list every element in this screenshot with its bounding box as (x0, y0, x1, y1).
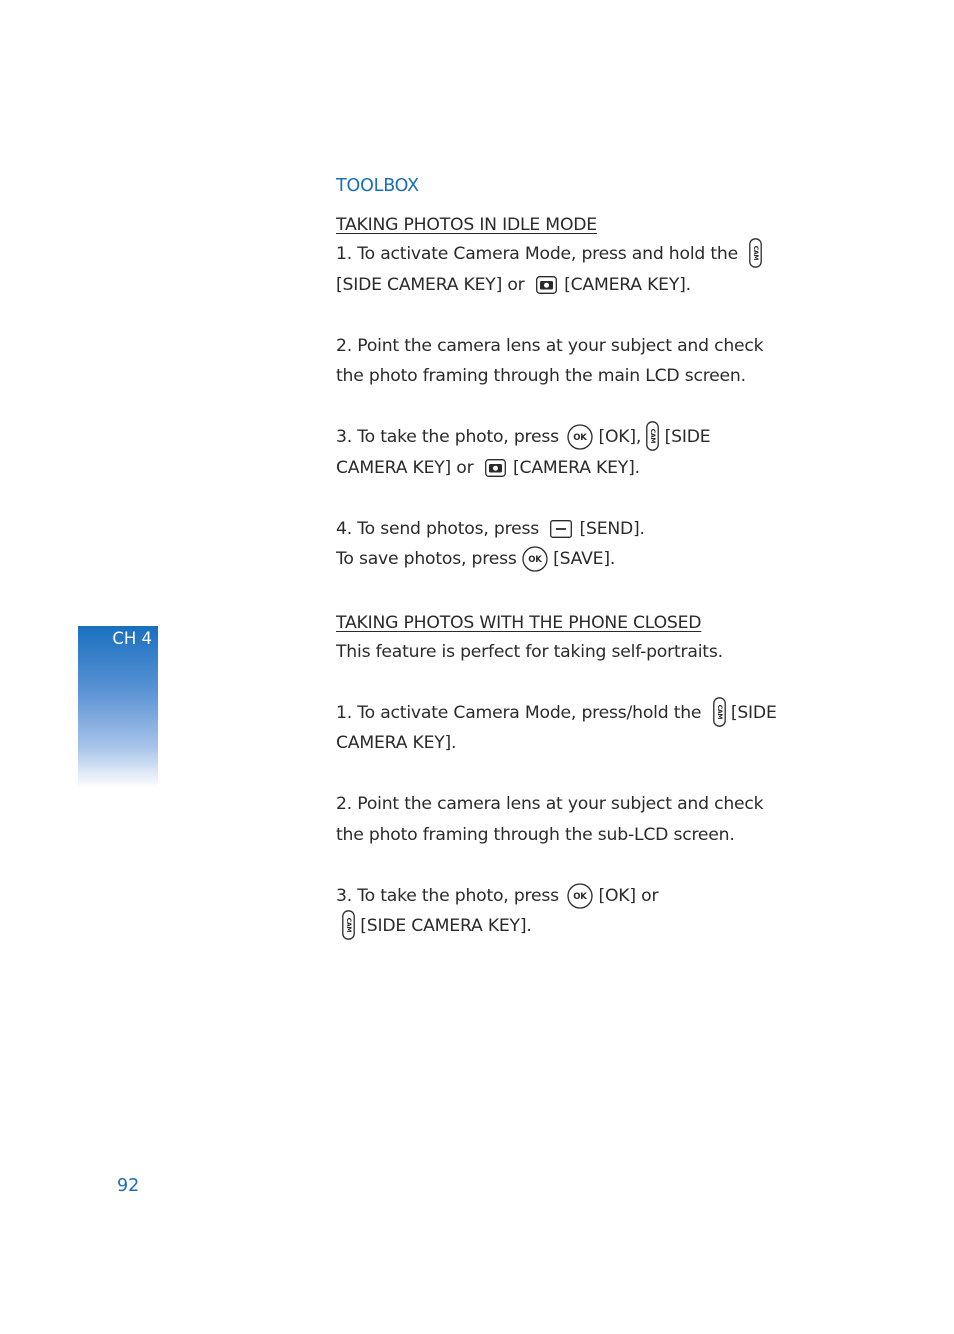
idle-step-1-text-c: [CAMERA KEY]. (564, 274, 691, 295)
closed-step-2: 2. Point the camera lens at your subject and check the photo framing through the sub-LCD screen. (336, 794, 764, 845)
closed-intro: This feature is perfect for taking self-portraits. (336, 641, 723, 662)
ok-key-icon (567, 424, 593, 450)
chapter-label: CH 4 (112, 629, 152, 648)
svg-text:OK: OK (573, 433, 587, 443)
idle-step-3-text-c: [SIDE CAMERA KEY] or (336, 427, 711, 478)
idle-step-4-text-c: To save photos, press (336, 549, 517, 569)
idle-step-4 (336, 514, 786, 575)
side-camera-key-icon (646, 421, 659, 451)
side-camera-key-icon (749, 238, 762, 268)
closed-step-1 (336, 698, 786, 759)
ok-key-icon (567, 883, 593, 909)
svg-text:OK: OK (573, 891, 587, 902)
chapter-tab (78, 626, 158, 788)
idle-step-3 (336, 422, 786, 483)
closed-step-1-text-b: [SIDE CAMERA KEY]. (336, 702, 777, 753)
side-camera-key-icon (713, 697, 726, 727)
svg-text:OK: OK (528, 555, 542, 565)
closed-step-3 (336, 881, 786, 942)
idle-step-2: 2. Point the camera lens at your subject and check the photo framing through the main LCD screen. (336, 335, 764, 386)
idle-step-1 (336, 239, 786, 300)
idle-step-3-text-b: [OK], (598, 427, 642, 447)
closed-step-1-text-a: 1. To activate Camera Mode, press/hold the (336, 702, 702, 723)
svg-text:CAM: CAM (715, 704, 723, 719)
svg-text:CAM: CAM (752, 245, 760, 261)
page-content (336, 172, 786, 942)
idle-step-4-text-a: 4. To send photos, press (336, 518, 539, 539)
page-number: 92 (117, 1176, 140, 1196)
idle-mode-heading: TAKING PHOTOS IN IDLE MODE (336, 215, 597, 235)
closed-mode-heading: TAKING PHOTOS WITH THE PHONE CLOSED (336, 612, 702, 633)
closed-step-3-text-b: [OK] or (598, 885, 659, 906)
idle-step-1-text-a: 1. To activate Camera Mode, press and hold the (336, 244, 738, 264)
side-camera-key-icon (342, 910, 355, 940)
ok-key-icon (522, 546, 548, 572)
idle-step-4-text-d: [SAVE]. (553, 549, 616, 569)
svg-text:CAM: CAM (649, 428, 657, 444)
idle-step-3-text-d: [CAMERA KEY]. (513, 457, 640, 478)
idle-step-4-text-b: [SEND]. (579, 518, 645, 539)
idle-step-1-text-b: [SIDE CAMERA KEY] or (336, 274, 525, 295)
send-key-icon (550, 520, 572, 538)
camera-key-icon (536, 276, 557, 294)
section-label: TOOLBOX (336, 176, 419, 196)
closed-step-3-text-a: 3. To take the photo, press (336, 885, 559, 906)
idle-step-3-text-a: 3. To take the photo, press (336, 427, 559, 447)
svg-text:CAM: CAM (345, 917, 352, 933)
closed-step-3-text-c: [SIDE CAMERA KEY]. (360, 916, 532, 936)
camera-key-icon (485, 459, 506, 477)
